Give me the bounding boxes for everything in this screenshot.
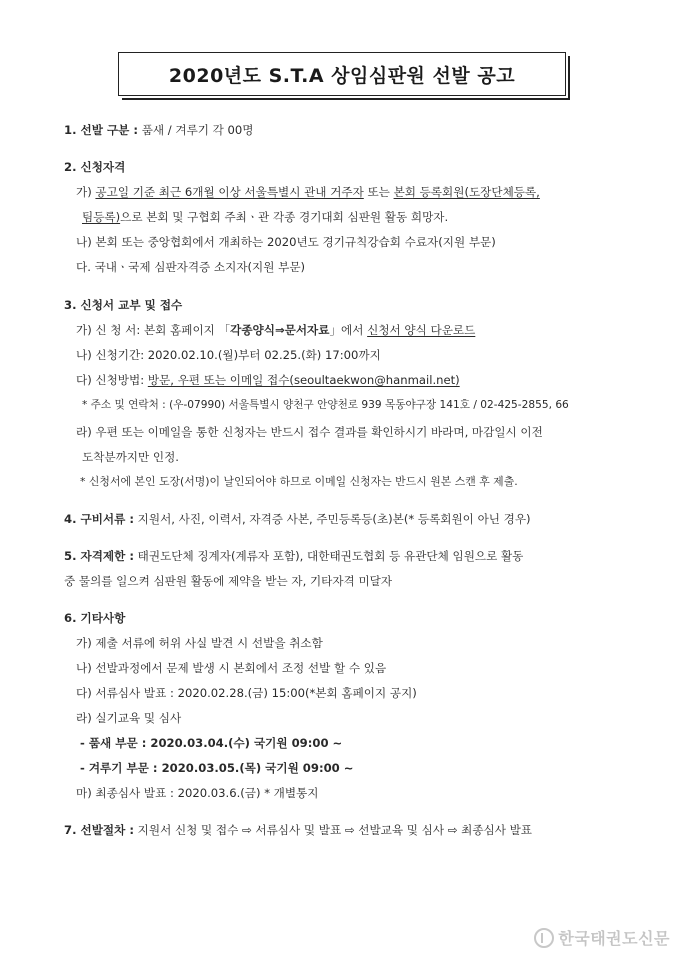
item-a-rest: 으로 본회 및 구협회 주최ㆍ관 각종 경기대회 심판원 활동 희망자. [120, 210, 449, 224]
item-c-prefix: 다) 신청방법: [76, 373, 148, 387]
section-3-signature-note: * 신청서에 본인 도장(서명)이 날인되어야 하므로 이메일 신청자는 반드시 원본 스캔 후 제출. [80, 475, 518, 488]
section-2-item-c: 다. 국내ㆍ국제 심판자격증 소지자(지원 부문) [76, 260, 306, 274]
section-3-item-b: 나) 신청기간: 2020.02.10.(월)부터 02.25.(화) 17:00까지 [76, 348, 381, 362]
section-6-heading: 6. 기타사항 [64, 611, 126, 625]
item-a-mid: 」에서 [329, 323, 368, 337]
item-a-menu-path: 각종양식⇒문서자료 [230, 323, 330, 337]
section-5-text1: 태권도단체 징계자(계류자 포함), 대한태권도협회 등 유관단체 임원으로 활동 [133, 549, 524, 563]
item-a-prefix: 가) [76, 185, 96, 199]
newspaper-watermark [534, 926, 670, 949]
section-4-text: 지원서, 사진, 이력서, 자격증 사본, 주민등록등(초)본(* 등록회원이 아닌 경우) [133, 512, 531, 526]
section-6-poomsae: - 품새 부문 : 2020.03.04.(수) 국기원 09:00 ~ [80, 736, 343, 750]
section-3-item-a [76, 322, 475, 338]
title-box [118, 52, 566, 96]
item-c-method: 방문, 우편 또는 이메일 접수(seoultaekwon@hanmail.net) [147, 373, 460, 387]
section-6-item-a: 가) 제출 서류에 허위 사실 발견 시 선발을 취소함 [76, 636, 323, 650]
section-7-label: 7. 선발절차 : [64, 823, 134, 837]
section-3-item-c [76, 372, 460, 388]
item-a-team-registration: 팀등록) [82, 210, 121, 224]
section-7-procedure [64, 822, 532, 838]
section-6-item-d: 라) 실기교육 및 심사 [76, 711, 182, 725]
section-2-heading: 2. 신청자격 [64, 160, 126, 174]
item-a-member-requirement: 본회 등록회원(도장단체등록, [393, 185, 540, 199]
item-a-residence-requirement: 공고일 기준 최근 6개월 이상 서울특별시 관내 거주자 [95, 185, 364, 199]
item-a-download: 신청서 양식 다운로드 [367, 323, 476, 337]
section-4-documents [64, 511, 531, 527]
watermark-text: 한국태권도신문 [558, 929, 670, 948]
section-6-item-e: 마) 최종심사 발표 : 2020.03.6.(금) * 개별통지 [76, 786, 319, 800]
section-6-item-c: 다) 서류심사 발표 : 2020.02.28.(금) 15:00(*본회 홈페이지 공지) [76, 686, 417, 700]
section-2-item-b: 나) 본회 또는 중앙협회에서 개최하는 2020년도 경기규칙강습회 수료자(지원 부문) [76, 235, 496, 249]
section-1-selection-type [64, 122, 254, 138]
section-7-text: 지원서 신청 및 접수 ⇨ 서류심사 및 발표 ⇨ 선발교육 및 심사 ⇨ 최종심사 발표 [133, 823, 532, 837]
section-3-item-d-line1: 라) 우편 또는 이메일을 통한 신청자는 반드시 접수 결과를 확인하시기 바라며, 마감일시 이전 [76, 425, 543, 439]
section-1-label: 1. 선발 구분 : [64, 123, 139, 137]
page-title: 2020년도 S.T.A 상임심판원 선발 공고 [168, 64, 516, 87]
section-6-kyorugi: - 겨루기 부문 : 2020.03.05.(목) 국기원 09:00 ~ [80, 761, 354, 775]
section-4-label: 4. 구비서류 : [64, 512, 134, 526]
section-3-item-d-line2: 도착분까지만 인정. [82, 450, 179, 464]
section-1-text: 품새 / 겨루기 각 00명 [138, 123, 254, 137]
section-3-address-note: * 주소 및 연락처 : (우-07990) 서울특별시 양천구 안양천로 939 목동야구장 141호 / 02-425-2855, 66 [82, 399, 569, 411]
watermark-logo-icon [534, 928, 554, 948]
section-2-item-a-line1 [76, 184, 540, 200]
item-a-prefix: 가) 신 청 서: 본회 홈페이지 「 [76, 323, 231, 337]
section-3-heading: 3. 신청서 교부 및 접수 [64, 298, 183, 312]
section-2-item-a-line2 [82, 209, 448, 225]
section-6-item-b: 나) 선발과정에서 문제 발생 시 본회에서 조정 선발 할 수 있음 [76, 661, 387, 675]
section-5-label: 5. 자격제한 : [64, 549, 134, 563]
item-a-or: 또는 [363, 185, 394, 199]
section-5-line1 [64, 548, 523, 564]
section-5-line2: 중 물의를 일으켜 심판원 활동에 제약을 받는 자, 기타자격 미달자 [64, 574, 393, 588]
